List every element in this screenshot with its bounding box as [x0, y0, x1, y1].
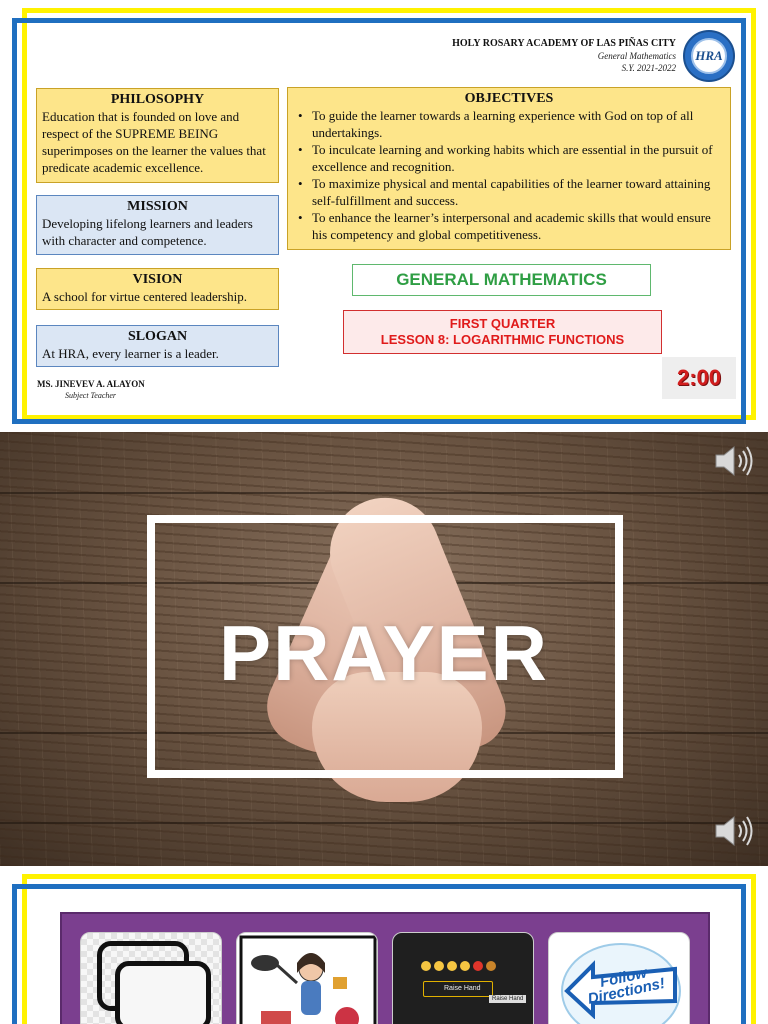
- objective-item: • To guide the learner towards a learning experience with God on top of all undertakings.: [296, 107, 722, 141]
- raise-hand-button[interactable]: Raise Hand: [423, 981, 493, 997]
- hand-emoji-icon: [421, 961, 431, 971]
- multitasking-cartoon-image: [236, 932, 378, 1024]
- thumbs-up-emoji-icon: [434, 961, 444, 971]
- chat-bubble-front: [115, 961, 211, 1024]
- follow-directions-sign-image: [548, 932, 690, 1024]
- reaction-emoji-bar: [421, 959, 503, 973]
- speaker-icon[interactable]: [712, 442, 754, 480]
- philosophy-text: Education that is founded on love and respect of the SUPREME BEING superimposes on the learner the values that predicate academic excellence.: [42, 109, 266, 175]
- slogan-box: [36, 325, 279, 367]
- slide-prayer: [0, 432, 768, 866]
- party-emoji-icon: [486, 961, 496, 971]
- countdown-timer: 2:00: [662, 357, 736, 399]
- follow-directions-text: Follow Directions!: [586, 964, 667, 1008]
- slogan-heading: SLOGAN: [127, 329, 188, 344]
- reactions-toolbar-image: [392, 932, 534, 1024]
- objective-item: • To maximize physical and mental capabilities of the learner toward attaining self-fulfillment and success.: [296, 175, 722, 209]
- school-subject: General Mathematics: [597, 51, 676, 61]
- objectives-list: [296, 107, 722, 243]
- vision-text: A school for virtue centered leadership.: [42, 289, 248, 304]
- teacher-role: Subject Teacher: [65, 391, 117, 400]
- raise-hand-tooltip: Raise Hand: [489, 995, 526, 1003]
- objectives-heading: OBJECTIVES: [464, 91, 554, 106]
- school-seal-text: HRA: [691, 38, 727, 74]
- slogan-text: At HRA, every learner is a leader.: [42, 346, 219, 361]
- wood-plank-seam: [0, 822, 768, 824]
- teacher-name: MS. JINEVEV A. ALAYON: [37, 379, 145, 389]
- course-title: GENERAL MATHEMATICS: [352, 264, 651, 296]
- school-seal-logo: [683, 30, 735, 82]
- slide-classroom-rules: [0, 866, 768, 1024]
- lesson-box: [343, 310, 662, 354]
- lesson-title: LESSON 8: LOGARITHMIC FUNCTIONS: [380, 332, 625, 347]
- prayer-title: PRAYER: [219, 609, 549, 697]
- laugh-emoji-icon: [447, 961, 457, 971]
- mission-text: Developing lifelong learners and leaders with character and competence.: [42, 216, 253, 248]
- school-name: HOLY ROSARY ACADEMY OF LAS PIÑAS CITY: [452, 38, 676, 49]
- wood-plank-seam: [0, 492, 768, 494]
- teacher-credit: [37, 379, 145, 401]
- objective-item: • To enhance the learner’s interpersonal and academic skills that would ensure his competency and global competitiveness.: [296, 209, 722, 243]
- mission-heading: MISSION: [127, 199, 188, 214]
- objectives-box: [287, 87, 731, 250]
- chat-bubbles-image: [80, 932, 222, 1024]
- cartoon-woman-icon: [237, 933, 378, 1024]
- heart-emoji-icon: [473, 961, 483, 971]
- school-year: S.Y. 2021-2022: [621, 63, 676, 73]
- philosophy-heading: PHILOSOPHY: [110, 92, 205, 107]
- speaker-icon[interactable]: [712, 812, 754, 850]
- lesson-quarter: FIRST QUARTER: [449, 316, 556, 331]
- vision-box: [36, 268, 279, 310]
- vision-heading: VISION: [132, 272, 183, 287]
- objective-item: • To inculcate learning and working habits which are essential in the pursuit of excellence and recognition.: [296, 141, 722, 175]
- mission-box: [36, 195, 279, 255]
- surprised-emoji-icon: [460, 961, 470, 971]
- philosophy-box: [36, 88, 279, 183]
- school-header: [452, 38, 676, 74]
- slide-title: [0, 0, 768, 432]
